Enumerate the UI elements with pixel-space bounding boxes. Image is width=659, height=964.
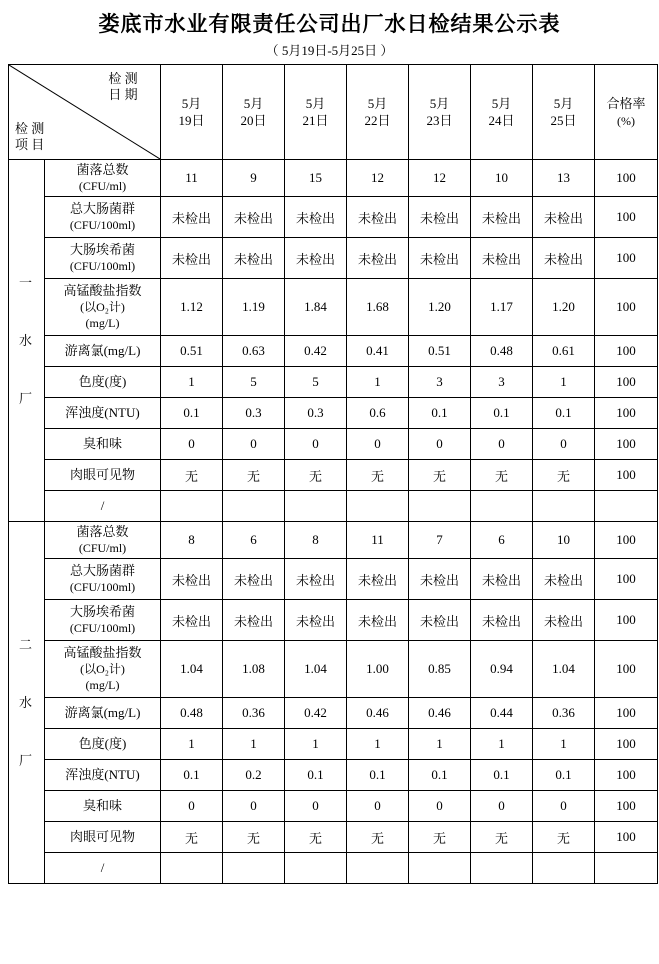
pass-rate-value: 100 bbox=[595, 729, 658, 760]
measurement-value: 未检出 bbox=[347, 197, 409, 238]
measurement-value: 0 bbox=[161, 429, 223, 460]
subtitle-open-paren: （ bbox=[265, 43, 279, 58]
measurement-value: 未检出 bbox=[533, 238, 595, 279]
table-row bbox=[9, 429, 658, 460]
plant-label-char: 水 bbox=[18, 332, 34, 348]
measurement-value: 未检出 bbox=[409, 197, 471, 238]
table-row bbox=[9, 460, 658, 491]
test-item-line3: (mg/L) bbox=[85, 316, 120, 330]
measurement-value: 1.20 bbox=[533, 279, 595, 336]
pass-rate-value: 100 bbox=[595, 460, 658, 491]
test-item-name bbox=[45, 698, 161, 729]
measurement-value: 15 bbox=[285, 160, 347, 197]
measurement-value: 1.04 bbox=[533, 641, 595, 698]
table-row bbox=[9, 160, 658, 197]
table-body bbox=[9, 160, 658, 884]
measurement-value: 0.1 bbox=[409, 398, 471, 429]
test-item-line1: / bbox=[100, 860, 105, 875]
header-day-1 bbox=[223, 65, 285, 160]
measurement-value: 无 bbox=[409, 460, 471, 491]
test-item-name bbox=[45, 197, 161, 238]
header-day-3-month: 5月 bbox=[367, 96, 388, 111]
measurement-value: 0.1 bbox=[533, 760, 595, 791]
test-item-line1: 臭和味 bbox=[82, 436, 122, 451]
measurement-value: 无 bbox=[285, 822, 347, 853]
test-item-name bbox=[45, 600, 161, 641]
measurement-value: 0.3 bbox=[223, 398, 285, 429]
test-item-line1: 浑浊度(NTU) bbox=[65, 767, 140, 782]
test-item-line3: (mg/L) bbox=[85, 678, 120, 692]
measurement-value: 8 bbox=[161, 522, 223, 559]
table-row bbox=[9, 279, 658, 336]
pass-rate-value: 100 bbox=[595, 698, 658, 729]
header-day-2-month: 5月 bbox=[305, 96, 326, 111]
subtitle-date-range: 5月19日-5月25日 bbox=[281, 43, 378, 58]
test-item-name bbox=[45, 491, 161, 522]
measurement-value: 无 bbox=[223, 460, 285, 491]
header-day-6-day: 25日 bbox=[550, 113, 577, 128]
measurement-value: 0.1 bbox=[161, 398, 223, 429]
measurement-value bbox=[409, 491, 471, 522]
measurement-value: 6 bbox=[223, 522, 285, 559]
measurement-value: 9 bbox=[223, 160, 285, 197]
header-day-4 bbox=[409, 65, 471, 160]
test-item-line2: (CFU/100ml) bbox=[69, 218, 136, 232]
pass-rate-value: 100 bbox=[595, 429, 658, 460]
test-item-line1: 臭和味 bbox=[82, 798, 122, 813]
pass-rate-value: 100 bbox=[595, 600, 658, 641]
test-item-line1: 菌落总数 bbox=[76, 524, 129, 539]
plant-label-2 bbox=[9, 522, 45, 884]
measurement-value: 未检出 bbox=[161, 559, 223, 600]
measurement-value: 0.1 bbox=[285, 760, 347, 791]
measurement-value: 无 bbox=[285, 460, 347, 491]
measurement-value: 1.04 bbox=[161, 641, 223, 698]
measurement-value: 0.42 bbox=[285, 698, 347, 729]
measurement-value: 1.08 bbox=[223, 641, 285, 698]
test-item-name bbox=[45, 429, 161, 460]
measurement-value: 0.2 bbox=[223, 760, 285, 791]
measurement-value: 0.1 bbox=[347, 760, 409, 791]
pass-rate-value: 100 bbox=[595, 197, 658, 238]
header-pass-rate-unit: (%) bbox=[617, 113, 635, 128]
test-item-line1: 游离氯(mg/L) bbox=[64, 705, 141, 720]
measurement-value: 1.00 bbox=[347, 641, 409, 698]
pass-rate-value: 100 bbox=[595, 641, 658, 698]
table-header-row bbox=[9, 65, 658, 160]
measurement-value: 0.36 bbox=[533, 698, 595, 729]
measurement-value: 1 bbox=[533, 367, 595, 398]
measurement-value: 1.19 bbox=[223, 279, 285, 336]
measurement-value: 未检出 bbox=[347, 559, 409, 600]
measurement-value: 无 bbox=[471, 822, 533, 853]
measurement-value: 0.63 bbox=[223, 336, 285, 367]
measurement-value: 0 bbox=[533, 429, 595, 460]
table-row bbox=[9, 822, 658, 853]
test-item-name bbox=[45, 336, 161, 367]
measurement-value: 1 bbox=[285, 729, 347, 760]
header-day-6-month: 5月 bbox=[553, 96, 574, 111]
measurement-value: 未检出 bbox=[471, 559, 533, 600]
measurement-value: 1 bbox=[223, 729, 285, 760]
measurement-value: 未检出 bbox=[409, 238, 471, 279]
header-item-line2: 项 目 bbox=[15, 137, 45, 152]
test-item-line2: (CFU/ml) bbox=[78, 541, 127, 555]
test-item-line1: / bbox=[100, 498, 105, 513]
measurement-value: 12 bbox=[347, 160, 409, 197]
test-item-line1: 肉眼可见物 bbox=[69, 829, 135, 844]
test-item-name bbox=[45, 559, 161, 600]
test-item-name bbox=[45, 822, 161, 853]
measurement-value: 0 bbox=[347, 429, 409, 460]
header-day-4-month: 5月 bbox=[429, 96, 450, 111]
table-row bbox=[9, 238, 658, 279]
measurement-value: 未检出 bbox=[285, 600, 347, 641]
table-row bbox=[9, 600, 658, 641]
measurement-value: 0 bbox=[409, 791, 471, 822]
measurement-value: 1.04 bbox=[285, 641, 347, 698]
subtitle-close-paren: ） bbox=[380, 43, 394, 58]
measurement-value: 1 bbox=[409, 729, 471, 760]
measurement-value bbox=[223, 853, 285, 884]
measurement-value: 无 bbox=[409, 822, 471, 853]
header-date-line1: 检 测 bbox=[108, 71, 138, 86]
measurement-value: 0.1 bbox=[161, 760, 223, 791]
measurement-value: 无 bbox=[223, 822, 285, 853]
measurement-value bbox=[161, 853, 223, 884]
header-day-1-month: 5月 bbox=[243, 96, 264, 111]
measurement-value: 0.94 bbox=[471, 641, 533, 698]
pass-rate-value: 100 bbox=[595, 279, 658, 336]
measurement-value: 无 bbox=[471, 460, 533, 491]
measurement-value: 未检出 bbox=[285, 197, 347, 238]
measurement-value: 0 bbox=[471, 791, 533, 822]
measurement-value bbox=[223, 491, 285, 522]
document-page bbox=[0, 8, 659, 964]
pass-rate-value bbox=[595, 491, 658, 522]
measurement-value: 无 bbox=[161, 460, 223, 491]
test-item-line1: 高锰酸盐指数 bbox=[63, 645, 142, 660]
measurement-value: 0 bbox=[409, 429, 471, 460]
test-item-name bbox=[45, 238, 161, 279]
table-row bbox=[9, 367, 658, 398]
page-title: 娄底市水业有限责任公司出厂水日检结果公示表 bbox=[98, 13, 561, 36]
measurement-value: 0.6 bbox=[347, 398, 409, 429]
table-row bbox=[9, 698, 658, 729]
measurement-value: 1.20 bbox=[409, 279, 471, 336]
measurement-value: 0 bbox=[471, 429, 533, 460]
measurement-value: 0 bbox=[347, 791, 409, 822]
water-quality-table bbox=[8, 64, 658, 884]
measurement-value bbox=[347, 491, 409, 522]
table-row bbox=[9, 641, 658, 698]
measurement-value: 1.17 bbox=[471, 279, 533, 336]
header-pass-rate bbox=[595, 65, 658, 160]
measurement-value bbox=[533, 853, 595, 884]
test-item-line1: 游离氯(mg/L) bbox=[64, 343, 141, 358]
header-day-5-month: 5月 bbox=[491, 96, 512, 111]
measurement-value: 8 bbox=[285, 522, 347, 559]
measurement-value: 未检出 bbox=[533, 600, 595, 641]
measurement-value: 3 bbox=[409, 367, 471, 398]
header-day-3-day: 22日 bbox=[364, 113, 391, 128]
measurement-value: 12 bbox=[409, 160, 471, 197]
test-item-name bbox=[45, 522, 161, 559]
table-row bbox=[9, 853, 658, 884]
measurement-value: 0.51 bbox=[409, 336, 471, 367]
measurement-value: 1 bbox=[533, 729, 595, 760]
test-item-line1: 总大肠菌群 bbox=[69, 201, 135, 216]
measurement-value: 未检出 bbox=[533, 559, 595, 600]
test-item-name bbox=[45, 641, 161, 698]
test-item-line1: 色度(度) bbox=[78, 374, 127, 389]
test-item-line2: (以O₂计) bbox=[80, 300, 125, 314]
measurement-value: 无 bbox=[161, 822, 223, 853]
measurement-value: 6 bbox=[471, 522, 533, 559]
header-day-0-month: 5月 bbox=[181, 96, 202, 111]
test-item-line2: (CFU/100ml) bbox=[69, 621, 136, 635]
table-row bbox=[9, 336, 658, 367]
header-day-6 bbox=[533, 65, 595, 160]
test-item-line2: (CFU/100ml) bbox=[69, 580, 136, 594]
measurement-value: 5 bbox=[223, 367, 285, 398]
test-item-line1: 大肠埃希菌 bbox=[69, 604, 135, 619]
measurement-value: 0.48 bbox=[471, 336, 533, 367]
pass-rate-value: 100 bbox=[595, 760, 658, 791]
table-row bbox=[9, 729, 658, 760]
measurement-value: 0 bbox=[161, 791, 223, 822]
measurement-value: 0.44 bbox=[471, 698, 533, 729]
header-day-2 bbox=[285, 65, 347, 160]
measurement-value: 0.1 bbox=[409, 760, 471, 791]
plant-label-char: 水 bbox=[18, 694, 34, 710]
test-item-line1: 色度(度) bbox=[78, 736, 127, 751]
measurement-value: 0.42 bbox=[285, 336, 347, 367]
header-date-label bbox=[92, 71, 154, 103]
measurement-value: 未检出 bbox=[347, 600, 409, 641]
pass-rate-value: 100 bbox=[595, 522, 658, 559]
measurement-value: 0 bbox=[285, 791, 347, 822]
measurement-value: 0.48 bbox=[161, 698, 223, 729]
measurement-value bbox=[471, 853, 533, 884]
measurement-value: 未检出 bbox=[161, 197, 223, 238]
measurement-value: 1.84 bbox=[285, 279, 347, 336]
measurement-value: 无 bbox=[347, 460, 409, 491]
measurement-value: 未检出 bbox=[285, 238, 347, 279]
plant-label-char: 二 bbox=[18, 636, 34, 652]
measurement-value: 未检出 bbox=[471, 600, 533, 641]
pass-rate-value: 100 bbox=[595, 367, 658, 398]
measurement-value: 无 bbox=[533, 460, 595, 491]
table-row bbox=[9, 559, 658, 600]
measurement-value bbox=[285, 491, 347, 522]
header-day-1-day: 20日 bbox=[240, 113, 267, 128]
test-item-name bbox=[45, 367, 161, 398]
measurement-value: 1.68 bbox=[347, 279, 409, 336]
measurement-value: 10 bbox=[533, 522, 595, 559]
table-row bbox=[9, 760, 658, 791]
pass-rate-value: 100 bbox=[595, 336, 658, 367]
pass-rate-value: 100 bbox=[595, 160, 658, 197]
measurement-value: 无 bbox=[347, 822, 409, 853]
measurement-value: 0.85 bbox=[409, 641, 471, 698]
test-item-name bbox=[45, 729, 161, 760]
header-day-4-day: 23日 bbox=[426, 113, 453, 128]
measurement-value: 13 bbox=[533, 160, 595, 197]
measurement-value: 未检出 bbox=[409, 600, 471, 641]
pass-rate-value: 100 bbox=[595, 398, 658, 429]
table-row bbox=[9, 791, 658, 822]
header-day-0-day: 19日 bbox=[178, 113, 205, 128]
measurement-value bbox=[409, 853, 471, 884]
date-range-subtitle bbox=[8, 40, 651, 59]
measurement-value: 1 bbox=[347, 367, 409, 398]
test-item-name bbox=[45, 460, 161, 491]
measurement-value: 3 bbox=[471, 367, 533, 398]
test-item-name bbox=[45, 279, 161, 336]
test-item-line1: 总大肠菌群 bbox=[69, 563, 135, 578]
header-pass-rate-label: 合格率 bbox=[606, 95, 646, 111]
measurement-value: 未检出 bbox=[533, 197, 595, 238]
test-item-line1: 肉眼可见物 bbox=[69, 467, 135, 482]
measurement-value bbox=[285, 853, 347, 884]
measurement-value: 1 bbox=[347, 729, 409, 760]
pass-rate-value: 100 bbox=[595, 791, 658, 822]
header-day-2-day: 21日 bbox=[302, 113, 329, 128]
measurement-value: 0.41 bbox=[347, 336, 409, 367]
test-item-line1: 大肠埃希菌 bbox=[69, 242, 135, 257]
pass-rate-value: 100 bbox=[595, 822, 658, 853]
test-item-line2: (以O₂计) bbox=[80, 662, 125, 676]
measurement-value: 0.46 bbox=[409, 698, 471, 729]
measurement-value: 未检出 bbox=[471, 197, 533, 238]
table-row bbox=[9, 491, 658, 522]
measurement-value: 未检出 bbox=[471, 238, 533, 279]
measurement-value: 0 bbox=[223, 791, 285, 822]
test-item-name bbox=[45, 160, 161, 197]
plant-label-1 bbox=[9, 160, 45, 522]
measurement-value: 0.1 bbox=[471, 398, 533, 429]
plant-label-char: 厂 bbox=[18, 752, 34, 768]
measurement-value bbox=[161, 491, 223, 522]
measurement-value bbox=[347, 853, 409, 884]
measurement-value: 0 bbox=[533, 791, 595, 822]
measurement-value: 未检出 bbox=[161, 600, 223, 641]
header-day-5 bbox=[471, 65, 533, 160]
plant-label-char: 厂 bbox=[18, 390, 34, 406]
pass-rate-value: 100 bbox=[595, 238, 658, 279]
measurement-value: 1 bbox=[161, 729, 223, 760]
test-item-line1: 高锰酸盐指数 bbox=[63, 283, 142, 298]
measurement-value: 未检出 bbox=[161, 238, 223, 279]
test-item-name bbox=[45, 760, 161, 791]
test-item-line2: (CFU/ml) bbox=[78, 179, 127, 193]
header-day-0 bbox=[161, 65, 223, 160]
pass-rate-value: 100 bbox=[595, 559, 658, 600]
measurement-value: 11 bbox=[161, 160, 223, 197]
measurement-value: 10 bbox=[471, 160, 533, 197]
test-item-line2: (CFU/100ml) bbox=[69, 259, 136, 273]
header-day-3 bbox=[347, 65, 409, 160]
measurement-value: 7 bbox=[409, 522, 471, 559]
test-item-name bbox=[45, 791, 161, 822]
measurement-value: 未检出 bbox=[223, 197, 285, 238]
measurement-value: 1 bbox=[471, 729, 533, 760]
measurement-value: 1.12 bbox=[161, 279, 223, 336]
test-item-line1: 菌落总数 bbox=[76, 162, 129, 177]
header-date-line2: 日 期 bbox=[108, 87, 138, 102]
measurement-value: 未检出 bbox=[223, 600, 285, 641]
measurement-value: 0.3 bbox=[285, 398, 347, 429]
plant-label-char: 一 bbox=[18, 274, 34, 290]
measurement-value: 0.61 bbox=[533, 336, 595, 367]
measurement-value bbox=[533, 491, 595, 522]
table-row bbox=[9, 197, 658, 238]
measurement-value: 0 bbox=[285, 429, 347, 460]
measurement-value: 5 bbox=[285, 367, 347, 398]
header-day-5-day: 24日 bbox=[488, 113, 515, 128]
header-item-line1: 检 测 bbox=[15, 121, 45, 136]
measurement-value: 未检出 bbox=[223, 238, 285, 279]
measurement-value: 0.46 bbox=[347, 698, 409, 729]
measurement-value bbox=[471, 491, 533, 522]
table-row bbox=[9, 522, 658, 559]
measurement-value: 11 bbox=[347, 522, 409, 559]
header-corner-cell bbox=[9, 65, 161, 160]
measurement-value: 0 bbox=[223, 429, 285, 460]
pass-rate-value bbox=[595, 853, 658, 884]
measurement-value: 0.1 bbox=[471, 760, 533, 791]
measurement-value: 未检出 bbox=[223, 559, 285, 600]
table-row bbox=[9, 398, 658, 429]
test-item-name bbox=[45, 398, 161, 429]
header-item-label bbox=[15, 121, 83, 153]
measurement-value: 未检出 bbox=[409, 559, 471, 600]
measurement-value: 未检出 bbox=[285, 559, 347, 600]
measurement-value: 未检出 bbox=[347, 238, 409, 279]
test-item-line1: 浑浊度(NTU) bbox=[65, 405, 140, 420]
measurement-value: 0.36 bbox=[223, 698, 285, 729]
measurement-value: 无 bbox=[533, 822, 595, 853]
measurement-value: 1 bbox=[161, 367, 223, 398]
measurement-value: 0.51 bbox=[161, 336, 223, 367]
measurement-value: 0.1 bbox=[533, 398, 595, 429]
test-item-name bbox=[45, 853, 161, 884]
